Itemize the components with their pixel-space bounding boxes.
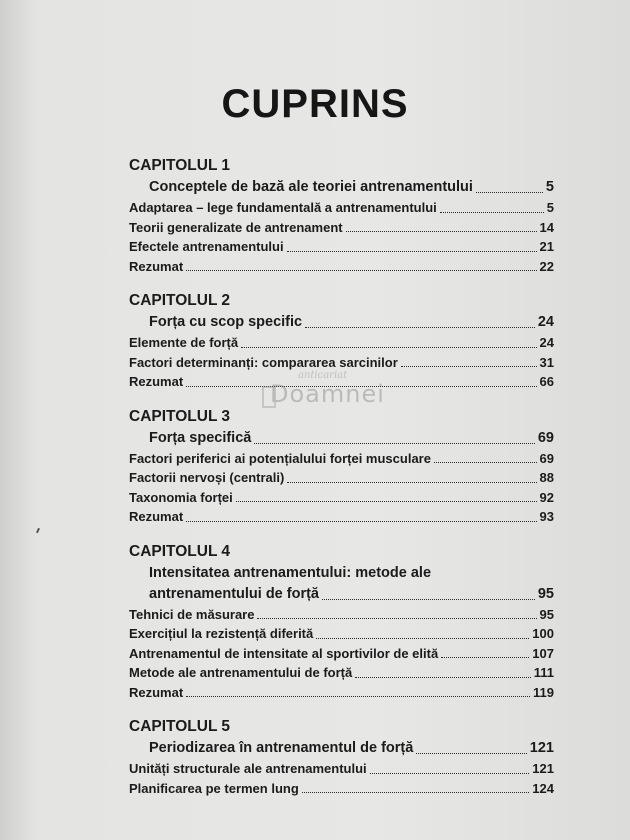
entry-text: Rezumat	[129, 374, 184, 389]
entry-page: 121	[532, 761, 554, 776]
entry-page: 95	[539, 606, 554, 622]
toc-entry	[129, 218, 554, 238]
chapter-main-entry	[129, 584, 554, 605]
dot-leader	[355, 676, 531, 678]
dot-leader	[370, 772, 530, 774]
toc-entry	[129, 198, 554, 218]
entry-text: Forța specifică	[149, 429, 252, 446]
toc-entry	[129, 488, 554, 508]
toc-entry	[129, 333, 554, 353]
entry-text: Metode ale antrenamentului de forță	[129, 665, 353, 680]
chapter-main-entry-line1: Intensitatea antrenamentului: metode ale	[149, 564, 432, 581]
dot-leader	[287, 250, 537, 252]
dot-leader	[186, 520, 536, 522]
entry-text: Tehnici de măsurare	[129, 606, 255, 622]
dot-leader	[441, 656, 529, 658]
entry-page: 14	[539, 219, 554, 235]
entry-page: 121	[529, 740, 554, 756]
chapter-1	[129, 155, 554, 276]
chapter-4	[129, 541, 554, 703]
chapter-main-entry	[129, 428, 554, 449]
chapter-label: CAPITOLUL 3	[129, 407, 231, 425]
entry-page: 111	[533, 665, 554, 680]
entry-text: Elemente de forță	[129, 335, 239, 350]
toc-entry	[129, 257, 554, 277]
chapter-label: CAPITOLUL 5	[129, 718, 231, 735]
watermark-big-text: Doamnei	[270, 380, 385, 408]
dot-leader	[186, 695, 530, 697]
entry-page: 22	[539, 258, 554, 274]
toc-entry	[129, 468, 554, 488]
entry-text: Factori determinanți: compararea sarcinilor	[129, 354, 398, 370]
paper-speck	[36, 528, 40, 533]
toc-entry	[129, 237, 554, 257]
entry-text: Rezumat	[129, 509, 184, 524]
entry-page: 100	[532, 626, 554, 641]
dot-leader	[440, 211, 544, 213]
entry-page: 31	[539, 354, 554, 370]
toc-entry	[129, 507, 554, 527]
entry-text: antrenamentului de forță	[149, 585, 319, 602]
dot-leader	[476, 191, 543, 193]
chapter-main-entry	[129, 312, 554, 333]
dot-leader	[257, 617, 536, 619]
entry-page: 119	[533, 684, 554, 700]
toc-entry	[129, 759, 554, 779]
toc-entry	[129, 779, 554, 799]
entry-text: Planificarea pe termen lung	[129, 780, 299, 796]
chapter-main-entry	[129, 177, 554, 198]
entry-page: 69	[539, 450, 554, 466]
table-of-contents	[129, 155, 554, 812]
entry-page: 93	[539, 509, 554, 524]
dot-leader	[302, 791, 530, 793]
chapter-label: CAPITOLUL 1	[129, 157, 231, 174]
dot-leader	[322, 598, 535, 600]
entry-page: 92	[539, 489, 554, 505]
toc-entry	[129, 624, 554, 644]
entry-page: 124	[532, 780, 554, 796]
entry-text: Factori periferici ai potențialului forței musculare	[129, 450, 431, 466]
entry-page: 95	[537, 585, 554, 602]
entry-page: 5	[545, 179, 554, 195]
dot-leader	[287, 481, 536, 483]
dot-leader	[416, 752, 527, 754]
entry-text: Rezumat	[129, 258, 184, 274]
dot-leader	[316, 637, 529, 639]
dot-leader	[346, 230, 537, 232]
entry-text: Taxonomia forței	[129, 489, 233, 505]
entry-text: Exercițiul la rezistență diferită	[129, 626, 314, 641]
entry-text: Factorii nervoși (centrali)	[129, 470, 285, 485]
chapter-5	[129, 716, 554, 798]
dot-leader	[401, 365, 537, 367]
chapter-label: CAPITOLUL 2	[129, 292, 231, 309]
dot-leader	[186, 269, 536, 271]
entry-page: 107	[532, 645, 554, 661]
entry-page: 24	[539, 335, 554, 350]
entry-text: Unități structurale ale antrenamentului	[129, 761, 367, 776]
toc-entry	[129, 449, 554, 469]
entry-page: 21	[539, 239, 554, 254]
page-title: CUPRINS	[221, 82, 409, 126]
entry-page: 5	[546, 200, 554, 215]
chapter-label: CAPITOLUL 4	[129, 542, 231, 560]
watermark-small-text: anticariat	[298, 370, 348, 381]
dot-leader	[434, 461, 537, 463]
chapter-main-entry	[129, 738, 554, 759]
dot-leader	[236, 500, 537, 502]
entry-text: Forța cu scop specific	[149, 314, 303, 330]
entry-text: Conceptele de bază ale teoriei antrenamentului	[149, 179, 473, 195]
entry-text: Periodizarea în antrenamentul de forță	[149, 740, 414, 756]
entry-page: 88	[539, 470, 554, 485]
toc-entry	[129, 663, 554, 683]
entry-text: Adaptarea – lege fundamentală a antrenamentului	[129, 200, 437, 215]
toc-entry	[129, 644, 554, 664]
dot-leader	[305, 326, 535, 328]
entry-page: 69	[537, 429, 554, 446]
entry-text: Teorii generalizate de antrenament	[129, 219, 343, 235]
watermark-logo	[240, 370, 400, 430]
entry-page: 24	[537, 314, 554, 330]
toc-entry	[129, 605, 554, 625]
entry-text: Rezumat	[129, 684, 184, 700]
entry-text: Antrenamentul de intensitate al sportivilor de elită	[129, 645, 439, 661]
dot-leader	[254, 442, 535, 444]
entry-text: Efectele antrenamentului	[129, 239, 284, 254]
entry-page: 66	[539, 374, 554, 389]
toc-entry	[129, 683, 554, 703]
dot-leader	[241, 346, 536, 348]
